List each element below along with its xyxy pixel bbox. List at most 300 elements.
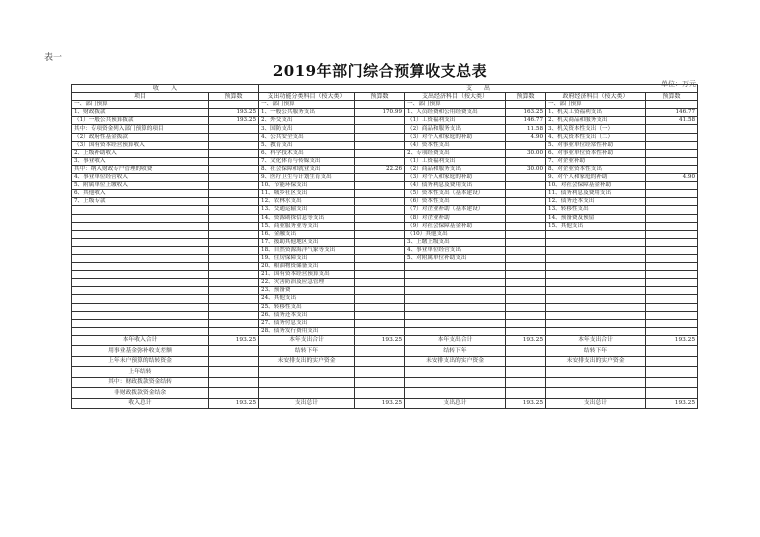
item-cell: 1、一般公共服务支出 <box>259 109 355 117</box>
amount-cell <box>646 263 698 271</box>
amount-cell <box>209 367 259 378</box>
item-cell: 13、交通运输支出 <box>259 206 355 214</box>
item-cell: （2）商品和服务支出 <box>405 165 506 173</box>
amount-cell <box>355 356 405 367</box>
amount-cell <box>506 263 546 271</box>
item-cell: （3）对个人和家庭的补助 <box>405 133 506 141</box>
item-cell: 6、其他收入 <box>72 190 209 198</box>
amount-cell <box>209 157 259 165</box>
item-cell: 24、其他支出 <box>259 295 355 303</box>
item-cell <box>72 311 209 319</box>
item-cell: 一、部门预算 <box>259 101 355 109</box>
amount-cell <box>506 198 546 206</box>
amount-cell <box>646 222 698 230</box>
amount-cell <box>646 165 698 173</box>
table-row <box>72 198 698 206</box>
amount-cell: 193.25 <box>209 335 259 346</box>
item-cell: 22、灾害防治及应急管理 <box>259 279 355 287</box>
amount-cell <box>646 377 698 388</box>
amount-cell: 193.25 <box>506 335 546 346</box>
amount-cell <box>506 230 546 238</box>
item-cell: 非财政拨款资金结余 <box>72 388 209 399</box>
table-row <box>72 238 698 246</box>
item-cell: 19、住房保障支出 <box>259 254 355 262</box>
item-cell <box>405 263 506 271</box>
table-row <box>72 263 698 271</box>
amount-cell <box>646 198 698 206</box>
amount-cell: 30.00 <box>506 149 546 157</box>
amount-cell <box>355 214 405 222</box>
item-cell: 2、专项经费支出 <box>405 149 506 157</box>
item-cell: （9）对社会保障基金补助 <box>405 222 506 230</box>
amount-cell <box>209 174 259 182</box>
table-row <box>72 157 698 165</box>
item-cell <box>546 287 646 295</box>
amount-cell <box>646 141 698 149</box>
item-cell: 其中：专项资金列入部门预算的项目 <box>72 125 209 133</box>
item-cell <box>405 279 506 287</box>
amount-cell <box>355 388 405 399</box>
item-cell: （10）其他支出 <box>405 230 506 238</box>
item-cell: 其中：纳入财政专户管理的收费 <box>72 165 209 173</box>
table-row <box>72 214 698 222</box>
table-row <box>72 311 698 319</box>
amount-cell <box>209 238 259 246</box>
summary-row <box>72 356 698 367</box>
table-row <box>72 271 698 279</box>
item-cell <box>405 287 506 295</box>
item-cell: 2、外交支出 <box>259 117 355 125</box>
amount-cell <box>506 271 546 279</box>
amount-cell <box>355 125 405 133</box>
item-cell: 11、城乡社区支出 <box>259 190 355 198</box>
item-cell: 12、债务还本支出 <box>546 198 646 206</box>
amount-cell <box>355 303 405 311</box>
item-cell <box>546 271 646 279</box>
item-cell <box>546 327 646 335</box>
item-cell: 2、上级补助收入 <box>72 149 209 157</box>
amount-cell <box>506 388 546 399</box>
item-cell: 收入总计 <box>72 398 209 409</box>
amount-cell: 163.25 <box>506 109 546 117</box>
item-cell <box>546 367 646 378</box>
amount-cell <box>646 149 698 157</box>
item-cell: 4、事业单位经营收入 <box>72 174 209 182</box>
amount-cell <box>355 287 405 295</box>
table-row <box>72 230 698 238</box>
item-cell <box>259 388 355 399</box>
amount-cell <box>646 346 698 357</box>
item-cell: （4）债务利息及费用支出 <box>405 182 506 190</box>
amount-cell <box>355 327 405 335</box>
item-cell: 3、上缴上级支出 <box>405 238 506 246</box>
amount-cell <box>355 319 405 327</box>
amount-cell <box>209 388 259 399</box>
amount-cell <box>209 311 259 319</box>
item-cell: 5、对附属单位补助支出 <box>405 254 506 262</box>
amount-cell <box>506 190 546 198</box>
amount-cell <box>209 287 259 295</box>
item-cell: 4、机关资本性支出（二） <box>546 133 646 141</box>
amount-cell <box>355 190 405 198</box>
item-cell: 13、转移性支出 <box>546 206 646 214</box>
amount-cell: 41.58 <box>646 117 698 125</box>
amount-cell: 170.99 <box>355 109 405 117</box>
amount-cell: 4.90 <box>506 133 546 141</box>
amount-cell <box>355 117 405 125</box>
amount-cell <box>646 125 698 133</box>
item-cell: 4、事业单位经营支出 <box>405 246 506 254</box>
amount-cell <box>355 271 405 279</box>
table-row <box>72 279 698 287</box>
amount-cell <box>355 182 405 190</box>
summary-row <box>72 346 698 357</box>
item-cell: （2）商品和服务支出 <box>405 125 506 133</box>
amount-cell <box>355 346 405 357</box>
table-body <box>72 85 698 409</box>
item-cell: 3、事业收入 <box>72 157 209 165</box>
item-cell: 一、部门预算 <box>546 101 646 109</box>
item-cell <box>72 327 209 335</box>
amount-cell <box>209 246 259 254</box>
amount-cell <box>355 367 405 378</box>
amount-cell <box>355 101 405 109</box>
item-cell: 3、机关资本性支出（一） <box>546 125 646 133</box>
amount-cell: 22.26 <box>355 165 405 173</box>
item-cell: 7、上级专款 <box>72 198 209 206</box>
amount-cell: 193.25 <box>209 117 259 125</box>
item-cell: 9、医疗卫生与计划生育支出 <box>259 174 355 182</box>
amount-cell <box>506 254 546 262</box>
item-cell: 本年收入合计 <box>72 335 209 346</box>
amount-cell <box>355 157 405 165</box>
item-cell <box>72 263 209 271</box>
item-cell <box>72 287 209 295</box>
item-cell: 10、节能环保支出 <box>259 182 355 190</box>
amount-cell <box>355 133 405 141</box>
table-row <box>72 254 698 262</box>
item-cell: （1）一般公共预算拨款 <box>72 117 209 125</box>
amount-cell <box>355 149 405 157</box>
amount-cell <box>506 377 546 388</box>
item-cell <box>72 214 209 222</box>
amount-cell <box>209 206 259 214</box>
item-cell <box>72 230 209 238</box>
amount-cell: 146.77 <box>646 109 698 117</box>
item-cell: 未安排支出的实户资金 <box>546 356 646 367</box>
amount-cell <box>646 206 698 214</box>
amount-cell <box>355 377 405 388</box>
item-cell: 6、对事业单位资本性补助 <box>546 149 646 157</box>
item-cell: 结转下年 <box>405 346 506 357</box>
column-header: 支出功能分类科目（按大类） <box>259 93 355 101</box>
item-cell: 5、对事业单位经常性补助 <box>546 141 646 149</box>
item-cell: 8、社会保障和就业支出 <box>259 165 355 173</box>
item-cell <box>72 295 209 303</box>
expenditure-section-header: 支 出 <box>259 85 698 93</box>
amount-cell <box>209 222 259 230</box>
amount-cell <box>355 238 405 246</box>
budget-summary-table <box>71 84 698 409</box>
amount-cell <box>506 157 546 165</box>
amount-cell <box>506 311 546 319</box>
item-cell: （2）政府性基金拨款 <box>72 133 209 141</box>
item-cell <box>405 319 506 327</box>
item-cell: 上年结转 <box>72 367 209 378</box>
item-cell: 26、债务还本支出 <box>259 311 355 319</box>
summary-row <box>72 377 698 388</box>
column-header: 政府经济科目（按大类） <box>546 93 646 101</box>
item-cell: 4、公共安全支出 <box>259 133 355 141</box>
table-row <box>72 206 698 214</box>
item-cell: 14、资源勘探信息等支出 <box>259 214 355 222</box>
item-cell: 18、自然资源海洋气象等支出 <box>259 246 355 254</box>
amount-cell <box>646 238 698 246</box>
item-cell: 17、援助其他地区支出 <box>259 238 355 246</box>
amount-cell <box>506 174 546 182</box>
amount-cell <box>355 222 405 230</box>
amount-cell <box>209 303 259 311</box>
item-cell: 支出总计 <box>546 398 646 409</box>
amount-cell <box>506 287 546 295</box>
amount-cell: 4.90 <box>646 174 698 182</box>
item-cell <box>546 311 646 319</box>
item-cell: 未安排支出的实户资金 <box>259 356 355 367</box>
table-row <box>72 117 698 125</box>
item-cell: 7、对企业补助 <box>546 157 646 165</box>
item-cell: 20、粮油物资储备支出 <box>259 263 355 271</box>
amount-cell: 193.25 <box>506 398 546 409</box>
column-header-row <box>72 93 698 101</box>
amount-cell: 193.25 <box>209 398 259 409</box>
amount-cell <box>355 295 405 303</box>
amount-cell <box>646 182 698 190</box>
item-cell: 一、部门预算 <box>405 101 506 109</box>
amount-cell <box>209 125 259 133</box>
table-row <box>72 165 698 173</box>
item-cell <box>546 388 646 399</box>
item-cell: 11、债务利息及费用支出 <box>546 190 646 198</box>
amount-cell <box>646 271 698 279</box>
item-cell <box>546 230 646 238</box>
item-cell: 23、预备费 <box>259 287 355 295</box>
amount-cell <box>646 295 698 303</box>
table-row <box>72 303 698 311</box>
item-cell <box>546 279 646 287</box>
amount-cell: 193.25 <box>209 109 259 117</box>
amount-cell <box>209 230 259 238</box>
table-row <box>72 174 698 182</box>
amount-cell <box>506 182 546 190</box>
amount-cell <box>646 388 698 399</box>
item-cell <box>72 303 209 311</box>
summary-row <box>72 398 698 409</box>
item-cell: 7、文化体育与传媒支出 <box>259 157 355 165</box>
column-header: 支出经济科目（按大类） <box>405 93 506 101</box>
item-cell <box>405 388 506 399</box>
item-cell <box>259 377 355 388</box>
item-cell: 15、商业服务业等支出 <box>259 222 355 230</box>
column-header: 项目 <box>72 93 209 101</box>
amount-cell <box>506 141 546 149</box>
item-cell: 支出总计 <box>405 398 506 409</box>
item-cell: 支出总计 <box>259 398 355 409</box>
amount-cell <box>209 271 259 279</box>
amount-cell <box>646 101 698 109</box>
item-cell: （4）资本性支出 <box>405 141 506 149</box>
section-header-row <box>72 85 698 93</box>
item-cell: 上年未户预算的结转资金 <box>72 356 209 367</box>
item-cell <box>72 246 209 254</box>
amount-cell <box>646 287 698 295</box>
item-cell: （6）资本性支出 <box>405 198 506 206</box>
amount-cell <box>506 327 546 335</box>
item-cell: 14、预备费及预留 <box>546 214 646 222</box>
table-row <box>72 295 698 303</box>
item-cell: 9、对个人和家庭的补助 <box>546 174 646 182</box>
column-header: 预算数 <box>506 93 546 101</box>
amount-cell <box>209 141 259 149</box>
amount-cell <box>209 279 259 287</box>
item-cell: 1、人员经费和公用经费支出 <box>405 109 506 117</box>
amount-cell <box>355 311 405 319</box>
amount-cell <box>506 238 546 246</box>
item-cell <box>72 271 209 279</box>
column-header: 预算数 <box>209 93 259 101</box>
item-cell: 27、债务付息支出 <box>259 319 355 327</box>
table-row <box>72 125 698 133</box>
amount-cell <box>209 263 259 271</box>
item-cell <box>405 295 506 303</box>
amount-cell <box>646 246 698 254</box>
amount-cell <box>506 279 546 287</box>
item-cell: 结转下年 <box>259 346 355 357</box>
unit-label: 单位：万元 <box>661 80 696 88</box>
summary-row <box>72 335 698 346</box>
amount-cell <box>506 222 546 230</box>
amount-cell <box>506 206 546 214</box>
amount-cell <box>209 101 259 109</box>
amount-cell <box>646 190 698 198</box>
amount-cell <box>646 356 698 367</box>
amount-cell: 193.25 <box>646 398 698 409</box>
amount-cell <box>646 303 698 311</box>
amount-cell <box>506 303 546 311</box>
item-cell <box>405 311 506 319</box>
amount-cell <box>506 295 546 303</box>
table-row <box>72 222 698 230</box>
amount-cell <box>355 246 405 254</box>
item-cell: 16、金融支出 <box>259 230 355 238</box>
amount-cell <box>646 133 698 141</box>
item-cell: （3）对个人和家庭的补助 <box>405 174 506 182</box>
summary-row <box>72 388 698 399</box>
item-cell: 3、国防支出 <box>259 125 355 133</box>
table-row <box>72 133 698 141</box>
item-cell: 5、教育支出 <box>259 141 355 149</box>
item-cell: 10、对社会保障基金补助 <box>546 182 646 190</box>
item-cell <box>72 238 209 246</box>
item-cell: （7）对企业补助（基本建设） <box>405 206 506 214</box>
item-cell: 本年支出合计 <box>546 335 646 346</box>
item-cell: （5）资本性支出（基本建设） <box>405 190 506 198</box>
amount-cell <box>355 141 405 149</box>
sheet-label: 表一 <box>44 53 63 63</box>
item-cell <box>72 279 209 287</box>
item-cell: 15、其他支出 <box>546 222 646 230</box>
item-cell: 其中：财政拨款资金结转 <box>72 377 209 388</box>
amount-cell <box>209 149 259 157</box>
amount-cell <box>209 190 259 198</box>
amount-cell <box>355 198 405 206</box>
amount-cell <box>646 327 698 335</box>
amount-cell <box>646 319 698 327</box>
amount-cell <box>355 263 405 271</box>
table-row <box>72 141 698 149</box>
item-cell <box>72 254 209 262</box>
table-row <box>72 327 698 335</box>
amount-cell <box>506 246 546 254</box>
amount-cell <box>506 356 546 367</box>
item-cell: 28、债务发行费用支出 <box>259 327 355 335</box>
amount-cell <box>355 230 405 238</box>
amount-cell: 193.25 <box>355 398 405 409</box>
item-cell: 一、部门预算 <box>72 101 209 109</box>
item-cell <box>72 222 209 230</box>
item-cell: 1、财政拨款 <box>72 109 209 117</box>
amount-cell <box>506 214 546 222</box>
amount-cell <box>646 157 698 165</box>
amount-cell <box>646 230 698 238</box>
item-cell: 结转下年 <box>546 346 646 357</box>
item-cell: 本年支出合计 <box>405 335 506 346</box>
amount-cell <box>646 311 698 319</box>
item-cell <box>405 367 506 378</box>
document-title: 2019年部门综合预算收支总表 <box>272 62 488 80</box>
amount-cell <box>646 279 698 287</box>
amount-cell <box>646 254 698 262</box>
amount-cell: 30.00 <box>506 165 546 173</box>
item-cell <box>546 377 646 388</box>
item-cell: （1）工资福利支出 <box>405 157 506 165</box>
amount-cell <box>209 165 259 173</box>
amount-cell <box>355 174 405 182</box>
amount-cell <box>355 279 405 287</box>
amount-cell <box>355 206 405 214</box>
amount-cell <box>209 182 259 190</box>
amount-cell <box>506 101 546 109</box>
amount-cell: 193.25 <box>355 335 405 346</box>
item-cell <box>405 303 506 311</box>
amount-cell <box>209 319 259 327</box>
item-cell <box>546 303 646 311</box>
item-cell <box>546 295 646 303</box>
amount-cell <box>209 327 259 335</box>
item-cell <box>546 246 646 254</box>
column-header: 预算数 <box>355 93 405 101</box>
item-cell <box>72 319 209 327</box>
amount-cell: 146.77 <box>506 117 546 125</box>
amount-cell <box>209 295 259 303</box>
amount-cell <box>506 367 546 378</box>
item-cell <box>72 206 209 214</box>
table-row <box>72 149 698 157</box>
table-row <box>72 190 698 198</box>
item-cell: 8、对企业资本性支出 <box>546 165 646 173</box>
item-cell: 12、农林水支出 <box>259 198 355 206</box>
table-row <box>72 182 698 190</box>
amount-cell <box>646 367 698 378</box>
